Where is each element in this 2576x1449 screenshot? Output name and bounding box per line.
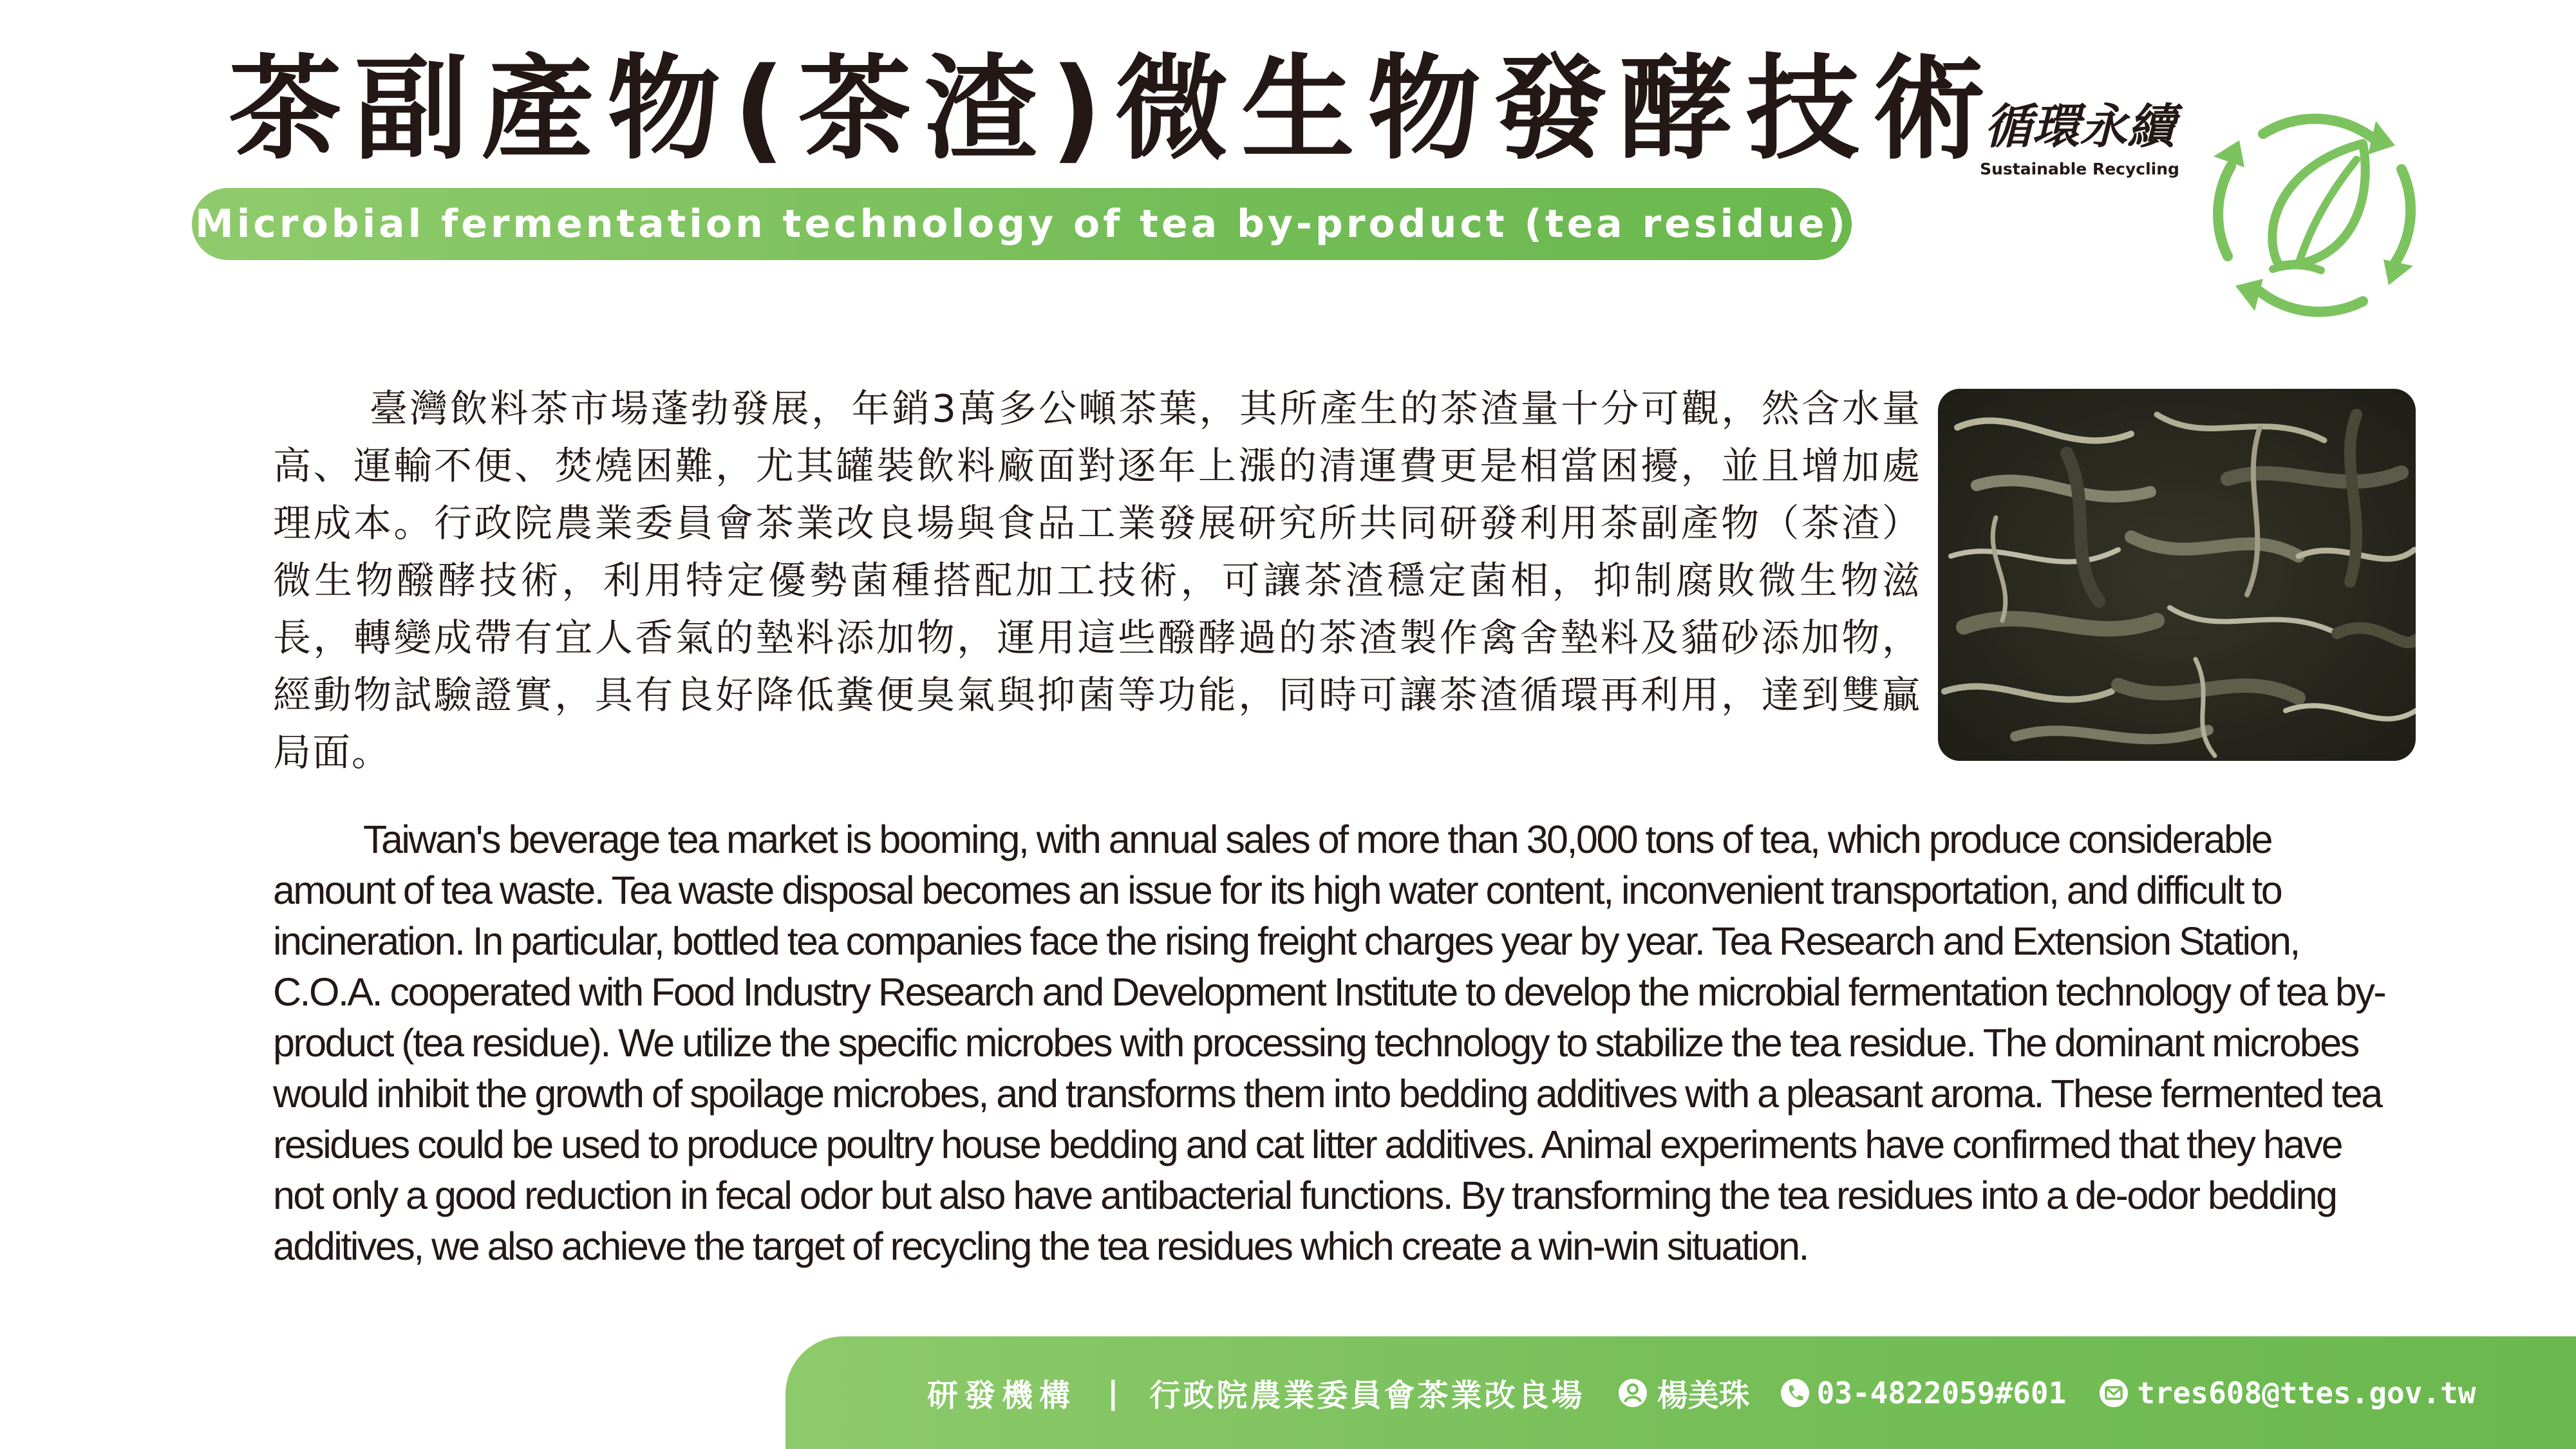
badge-label-zh: 循環永續 — [1984, 99, 2175, 154]
footer-contact-row — [927, 1336, 2576, 1449]
tea-residue-photo — [1938, 389, 2416, 761]
mail-icon — [2098, 1378, 2129, 1408]
page-title: 茶副產物(茶渣)微生物發酵技術 — [229, 43, 1998, 175]
org-name: 行政院農業委員會茶業改良場 — [1149, 1378, 1585, 1414]
chinese-description: 臺灣飲料茶市場蓬勃發展，年銷3萬多公噸茶葉，其所產生的茶渣量十分可觀，然含水量高、運輸不便、焚燒困難，尤其罐裝飲料廠面對逐年上漲的清運費更是相當困擾，並且增加處理成本。行政院農業委員會茶業改良場與食品工業發展研究所共同研發利用茶副產物（茶渣）微生物醱酵技術，利用特定優勢菌種搭配加工技術，可讓茶渣穩定菌相，抑制腐敗微生物滋長，轉變成帶有宜人香氣的墊料添加物，運用這些醱酵過的茶渣製作禽舍墊料及貓砂添加物，經動物試驗證實，具有良好降低糞便臭氣與抑菌等功能，同時可讓茶渣循環再利用，達到雙贏局面。 — [273, 386, 1921, 774]
person-icon — [1617, 1378, 1648, 1408]
contact-name: 楊美珠 — [1657, 1378, 1750, 1414]
recycling-leaf-icon — [2202, 95, 2427, 321]
phone-number: 03-4822059#601 — [1816, 1375, 2067, 1410]
org-label: 研發機構 — [927, 1378, 1077, 1414]
phone-icon — [1780, 1378, 1810, 1408]
subtitle-banner — [192, 188, 1852, 260]
email-address[interactable]: tres608@ttes.gov.tw — [2137, 1375, 2476, 1410]
footer-bar — [785, 1336, 2576, 1449]
badge-label-en: Sustainable Recycling — [1980, 160, 2179, 178]
english-description: Taiwan's beverage tea market is booming, with annual sales of more than 30,000 tons of tea, which produce considerable amount of tea waste. Tea waste disposal becomes an issue for its high water content, inconvenient transportation, and difficult to incineration. In particular, bottled tea companies face the rising freight charges year by year. Tea Research and Extension Station, C.O.A. cooperated with Food Industry Research and Development Institute to develop the microbial fermentation technology of tea by-product (tea residue). We utilize the specific microbes with processing technology to stabilize the tea residue. The dominant microbes would inhibit the growth of spoilage microbes, and transforms them into bedding additives with a pleasant aroma. These fermented tea residues could be used to produce poultry house bedding and cat litter additives. Animal experiments have confirmed that they have not only a good reduction in fecal odor but also have antibacterial functions. By transforming the tea residues into a de-odor bedding additives, we also achieve the target of recycling the tea residues which create a win-win situation. — [273, 818, 2385, 1268]
subtitle-text: Microbial fermentation technology of tea by-product (tea residue) — [195, 201, 1848, 247]
separator: | — [1107, 1374, 1119, 1411]
